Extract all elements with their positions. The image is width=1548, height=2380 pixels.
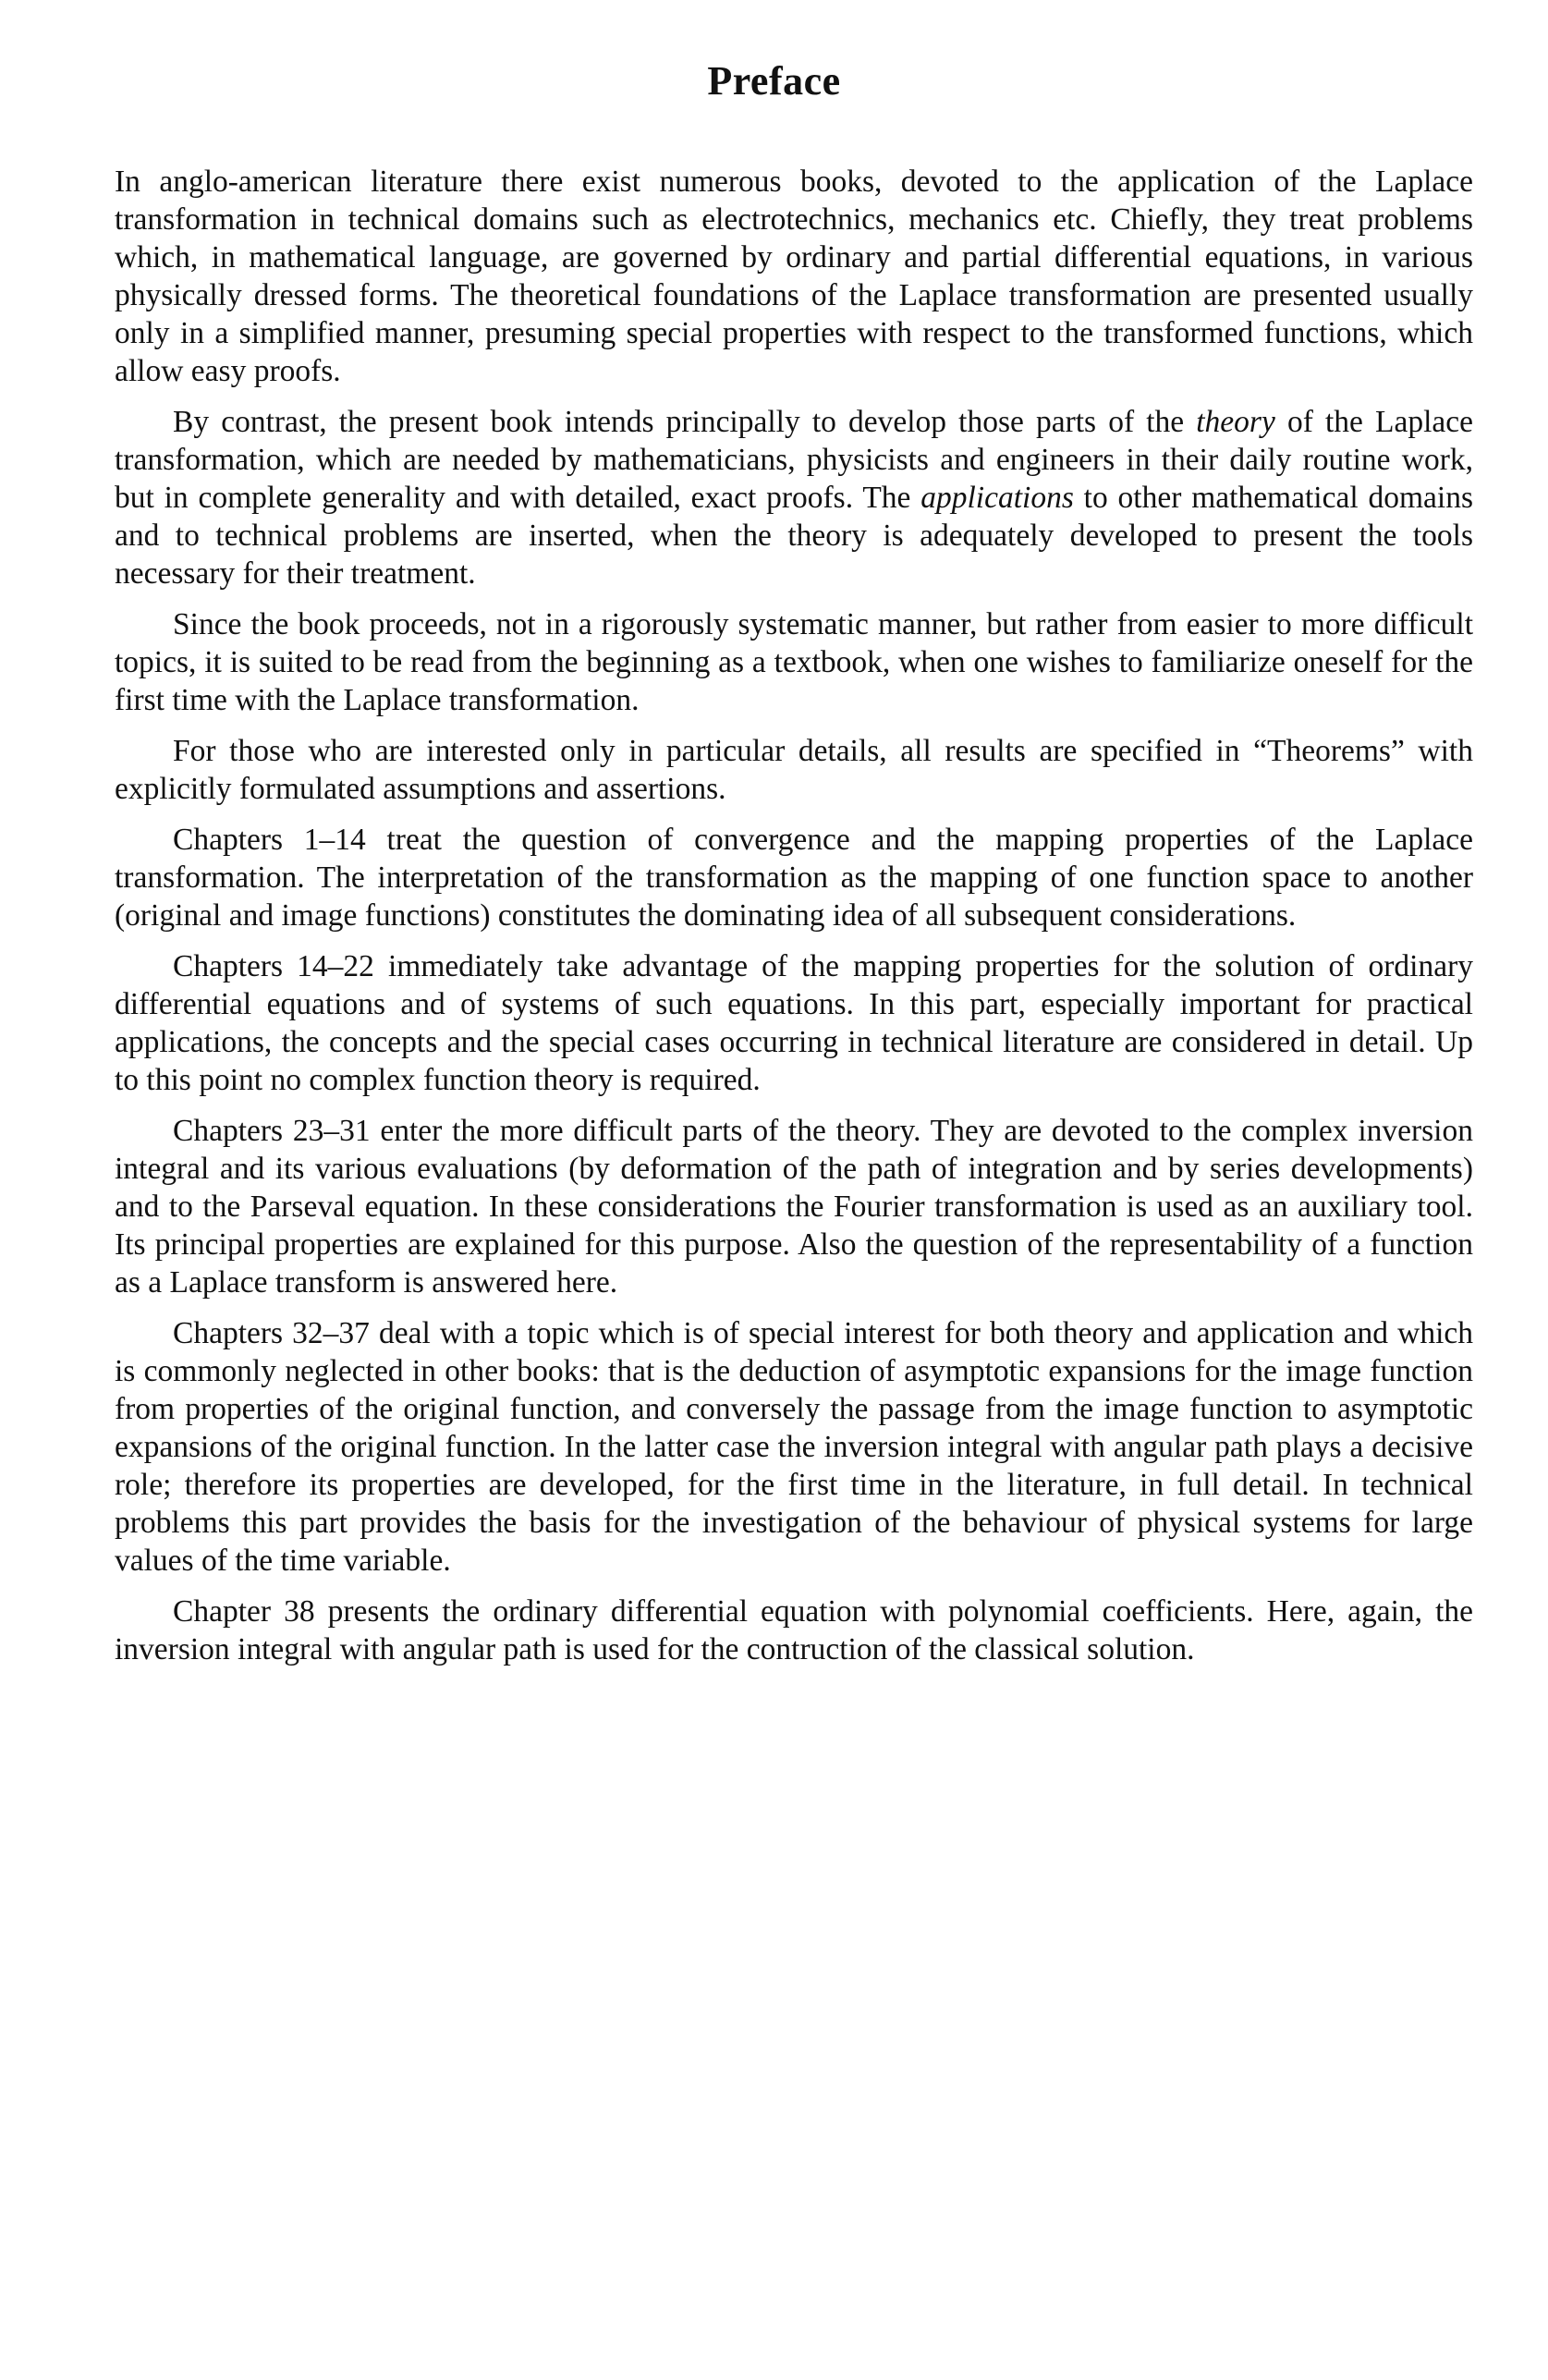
paragraph-7: Chapters 23–31 enter the more difficult parts of the theory. They are devoted to the complex inversion integral and its various evaluations (by deformation of the path of integration and by series developments) and to the Parseval equation. In these considerations the Fourier transformation is used as an auxiliary tool. Its principal properties are explained for this purpose. Also the question of the representability of a function as a Laplace transform is answered here. bbox=[115, 1114, 1473, 1300]
paragraph-3: Since the book proceeds, not in a rigorously systematic manner, but rather from easier to more difficult topics, it is suited to be read from the beginning as a textbook, when one wishes to familiarize oneself for the first time with the Laplace transformation. bbox=[115, 607, 1473, 717]
paragraph-2 bbox=[115, 403, 1473, 592]
paragraph-8: Chapters 32–37 deal with a topic which is of special interest for both theory and application and which is commonly neglected in other books: that is the deduction of asymptotic expansions for the image function from properties of the original function, and conversely the passage from the image function to asymptotic expansions of the original function. In the latter case the inversion integral with angular path plays a decisive role; therefore its properties are developed, for the first time in the literature, in full detail. In technical problems this part provides the basis for the investigation of the behaviour of physical systems for large values of the time variable. bbox=[115, 1316, 1473, 1578]
paragraph-9: Chapter 38 presents the ordinary differential equation with polynomial coefficients. Here, again, the inversion integral with angular path is used for the contruction of the classical solution. bbox=[115, 1594, 1473, 1666]
paragraph-5: Chapters 1–14 treat the question of convergence and the mapping properties of the Laplace transformation. The interpretation of the transformation as the mapping of one function space to another (original and image functions) constitutes the dominating idea of all subsequent considerations. bbox=[115, 823, 1473, 933]
paragraph-2-part-2: of the Laplace transformation, which are needed by mathematicians, physicists and engineers in their daily routine work, but in complete generality and with detailed, exact proofs. The bbox=[115, 405, 1473, 515]
paragraph-2-part-3: to other mathematical domains and to technical problems are inserted, when the theory is adequately developed to present the tools necessary for their treatment. bbox=[115, 481, 1473, 591]
paragraph-6: Chapters 14–22 immediately take advantage of the mapping properties for the solution of ordinary differential equations and of systems of such equations. In this part, especially important for practical applications, the concepts and the special cases occurring in technical literature are considered in detail. Up to this point no complex function theory is required. bbox=[115, 949, 1473, 1097]
paragraph-2-part-1: By contrast, the present book intends principally to develop those parts of the bbox=[173, 405, 1197, 439]
preface-body bbox=[115, 163, 1473, 1681]
emphasis-theory: theory bbox=[1196, 405, 1275, 439]
paragraph-4: For those who are interested only in particular details, all results are specified in “Theorems” with explicitly formulated assumptions and assertions. bbox=[115, 734, 1473, 806]
emphasis-applications: applications bbox=[920, 481, 1074, 515]
paragraph-1: In anglo-american literature there exist numerous books, devoted to the application of the Laplace transformation in technical domains such as electrotechnics, mechanics etc. Chiefly, they treat problems which, in mathematical language, are governed by ordinary and partial differential equations, in various physically dressed forms. The theoretical foundations of the Laplace transformation are presented usually only in a simplified manner, presuming special properties with respect to the transformed functions, which allow easy proofs. bbox=[115, 165, 1473, 388]
page-title: Preface bbox=[707, 58, 841, 104]
